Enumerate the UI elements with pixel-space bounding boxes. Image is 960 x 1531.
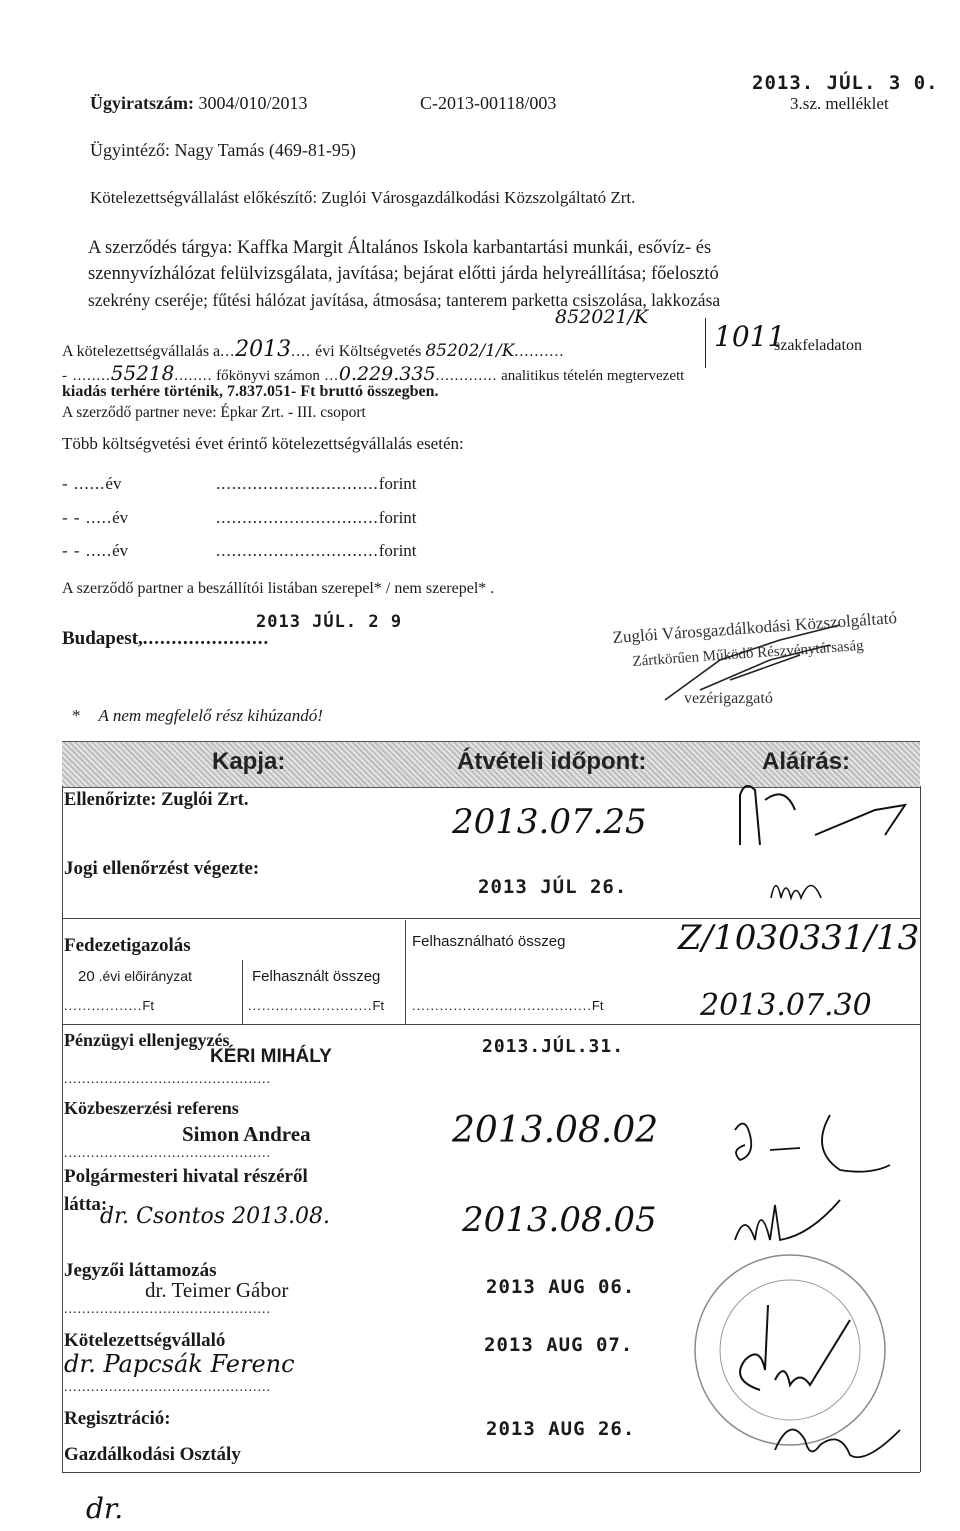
- checked-signature: [715, 780, 915, 850]
- usable-amount-label: Felhasználható összeg: [412, 933, 566, 950]
- budget-year: 20 .évi előirányzat: [78, 968, 192, 985]
- handwritten-budget-code: 85202/1/K: [425, 341, 515, 361]
- notary-date-stamp: 2013 AUG 06.: [486, 1276, 636, 1298]
- row-divider: [62, 1024, 920, 1025]
- header-atveteli: Átvételi időpont:: [457, 748, 647, 775]
- dotted-line: ..............................................: [64, 1380, 271, 1395]
- seen-label: látta:: [64, 1194, 108, 1215]
- cell-divider: [405, 920, 406, 1024]
- department-name: Gazdálkodási Osztály: [64, 1444, 241, 1465]
- handwritten-above-code: 852021/K: [555, 306, 649, 328]
- administrator: Ügyintéző: Nagy Tamás (469-81-95): [90, 140, 356, 160]
- table-right-border: [920, 786, 921, 1472]
- expense-amount: kiadás terhére történik, 7.837.051- Ft bruttó összegben.: [62, 383, 439, 400]
- procurement-name: Simon Andrea: [182, 1122, 311, 1146]
- preparer: Kötelezettségvállalást előkészítő: Zuglói Városgazdálkodási Közszolgáltató Zrt.: [90, 188, 636, 207]
- company-stamp-title: vezérigazgató: [684, 690, 773, 707]
- header-alairas: Aláírás:: [762, 748, 851, 775]
- budget-ft: .................Ft: [64, 998, 154, 1013]
- commitment-line-1: A kötelezettségvállalás a...2013.... évi Költségvetés 85202/1/K..........: [62, 337, 565, 362]
- footnote: * A nem megfelelő rész kihúzandó!: [72, 706, 323, 725]
- cell-divider: [242, 960, 243, 1024]
- notary-name: dr. Teimer Gábor: [145, 1278, 289, 1302]
- mayor-office-handwriting: dr. Csontos 2013.08.: [100, 1204, 331, 1229]
- procurement-label: Közbeszerzési referens: [64, 1098, 239, 1118]
- checked-label: Ellenőrizte: Zuglói Zrt.: [64, 790, 249, 810]
- multi-year-forint: ...............................forint: [216, 508, 417, 527]
- procurement-date: 2013.08.02: [452, 1110, 659, 1151]
- director-signature: [660, 620, 860, 710]
- financial-countersign-name: KÉRI MIHÁLY: [210, 1046, 332, 1067]
- company-stamp-line-2: Zártkörűen Működő Részvénytársaság: [632, 637, 865, 670]
- notary-label: Jegyzői láttamozás: [64, 1260, 217, 1281]
- case-number-label: Ügyiratszám: 3004/010/2013: [90, 93, 308, 113]
- table-bottom-border: [62, 1472, 920, 1473]
- coverage-handwritten-date: 2013.07.30: [700, 988, 872, 1023]
- szakfeladaton: szakfeladaton: [774, 337, 862, 354]
- obligor-signature: [720, 1300, 880, 1400]
- mayor-office-label: Polgármesteri hivatal részéről: [64, 1166, 308, 1187]
- coverage-handwritten-number: Z/1030331/13: [678, 918, 920, 958]
- dotted-line: ..............................................: [64, 1302, 271, 1317]
- place-label: Budapest,......................: [62, 628, 270, 649]
- handwritten-analytic-number: 0.229.335: [338, 363, 436, 385]
- handwritten-ledger-number: 55218: [110, 361, 175, 385]
- supplier-list-statement: A szerződő partner a beszállítói listában szerepel* / nem szerepel* .: [62, 580, 495, 597]
- multi-year-row: - ......év: [62, 474, 122, 493]
- company-stamp-line-1: Zuglói Városgazdálkodási Közszolgáltató: [612, 608, 898, 647]
- dotted-line: ..............................................: [64, 1072, 271, 1087]
- used-ft: ...........................Ft: [248, 998, 385, 1013]
- commitment-line-2: - ........55218........ főkönyvi számon ...0.229.335............. analitikus tételén megtervezett: [62, 361, 685, 385]
- registration-label: Regisztráció:: [64, 1408, 171, 1429]
- multi-year-forint: ...............................forint: [216, 541, 417, 560]
- header-kapja: Kapja:: [212, 748, 286, 775]
- checked-date: 2013.07.25: [452, 802, 647, 842]
- procurement-signature: [730, 1110, 900, 1180]
- mayor-office-signature: [730, 1190, 850, 1250]
- financial-countersign-label: Pénzügyi ellenjegyzés: [64, 1030, 230, 1050]
- legal-check-date-stamp: 2013 JÚL 26.: [478, 876, 628, 898]
- usable-ft: .......................................Ft: [412, 998, 604, 1013]
- bottom-initials: dr.: [86, 1492, 124, 1525]
- handwritten-year: 2013: [235, 337, 292, 362]
- table-left-border: [62, 786, 63, 1472]
- coverage-label: Fedezetigazolás: [64, 935, 191, 956]
- financial-countersign-date: 2013.JÚL.31.: [482, 1036, 625, 1057]
- place-date-stamp: 2013 JÚL. 2 9: [256, 612, 403, 632]
- registration-date-stamp: 2013 AUG 26.: [486, 1418, 636, 1440]
- mayor-office-date: 2013.08.05: [462, 1200, 657, 1240]
- multi-year-forint: ...............................forint: [216, 474, 417, 493]
- registration-signature: [770, 1410, 910, 1470]
- handwritten-box: 1011: [705, 318, 762, 368]
- used-amount-label: Felhasznált összeg: [252, 968, 381, 985]
- legal-check-label: Jogi ellenőrzést végezte:: [64, 858, 260, 879]
- obligor-date-stamp: 2013 AUG 07.: [484, 1334, 634, 1356]
- dotted-line: ..............................................: [64, 1146, 271, 1161]
- obligor-handwriting: dr. Papcsák Ferenc: [64, 1350, 295, 1378]
- case-number-value: 3004/010/2013: [198, 93, 308, 113]
- multi-year-title: Több költségvetési évet érintő kötelezettségvállalás esetén:: [62, 434, 464, 453]
- received-date-stamp: 2013. JÚL. 3 0.: [752, 72, 939, 94]
- obligor-label: Kötelezettségvállaló: [64, 1330, 226, 1351]
- multi-year-row: - - .....év: [62, 508, 129, 527]
- partner-name: A szerződő partner neve: Épkar Zrt. - III. csoport: [62, 404, 366, 421]
- c-number: C-2013-00118/003: [420, 93, 557, 113]
- subject-line-3: szekrény cseréje; fűtési hálózat javítása, átmosása; tanterem parketta csiszolása, lakkozása: [88, 290, 721, 310]
- multi-year-row: - - .....év: [62, 541, 129, 560]
- attachment-number: 3.sz. melléklet: [790, 94, 889, 113]
- subject-line-2: szennyvízhálózat felülvizsgálata, javítása; bejárat előtti járda helyreállítása; főelosztó: [88, 264, 719, 284]
- legal-check-signature: [766, 868, 846, 908]
- subject-line-1: A szerződés tárgya: Kaffka Margit Általános Iskola karbantartási munkái, esővíz- és: [88, 238, 712, 258]
